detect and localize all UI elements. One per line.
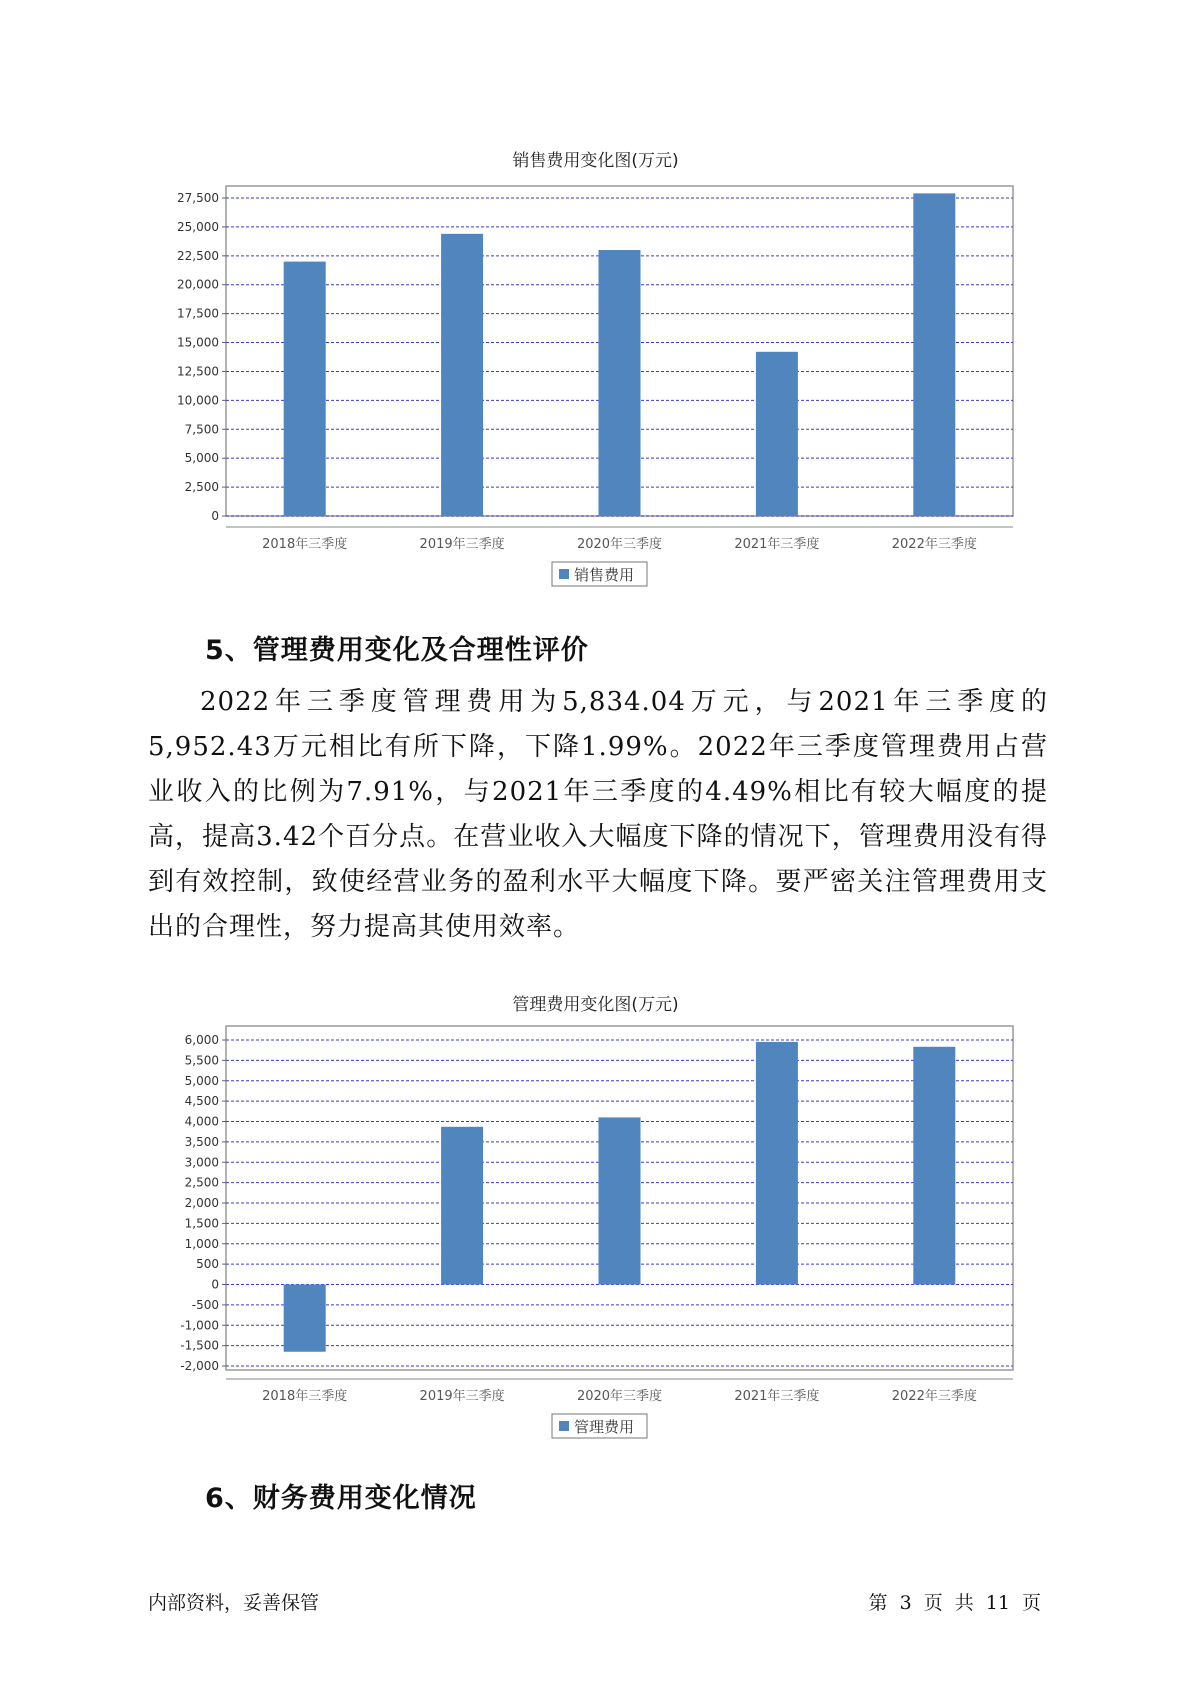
y-tick-label: 12,500 xyxy=(177,364,219,379)
bar xyxy=(284,262,326,516)
sales-expense-chart xyxy=(0,180,1191,600)
y-tick-label: -500 xyxy=(191,1297,219,1312)
y-tick-label: -1,000 xyxy=(180,1318,219,1333)
y-tick-label: -1,500 xyxy=(180,1338,219,1353)
y-tick-label: 2,500 xyxy=(184,480,219,495)
x-tick-label: 2018年三季度 xyxy=(262,537,348,552)
section5-heading: 5、管理费用变化及合理性评价 xyxy=(205,635,589,666)
x-tick-label: 2019年三季度 xyxy=(419,537,505,552)
x-tick-label: 2019年三季度 xyxy=(419,1389,505,1404)
bar xyxy=(599,1117,641,1284)
y-tick-label: 10,000 xyxy=(177,393,219,408)
y-tick-label: 3,000 xyxy=(184,1155,219,1170)
x-tick-label: 2021年三季度 xyxy=(734,1389,820,1404)
section6-heading: 6、财务费用变化情况 xyxy=(205,1483,477,1514)
y-tick-label: 20,000 xyxy=(177,277,219,292)
section5-paragraph: 2022年三季度管理费用为5,834.04万元，与2021年三季度的5,952.43万元相比有所下降，下降1.99%。2022年三季度管理费用占营业收入的比例为7.91%，与2021年三季度的4.49%相比有较大幅度的提高，提高3.42个百分点。在营业收入大幅度下降的情况下，管理费用没有得到有效控制，致使经营业务的盈利水平大幅度下降。要严密关注管理费用支出的合理性，努力提高其使用效率。 xyxy=(148,687,1048,942)
y-tick-label: 27,500 xyxy=(177,191,219,205)
chart2-title: 管理费用变化图(万元) xyxy=(512,995,679,1015)
bar xyxy=(441,234,483,516)
y-tick-label: 3,500 xyxy=(184,1134,219,1149)
chart1-title: 销售费用变化图(万元) xyxy=(512,151,679,171)
y-tick-label: 2,000 xyxy=(184,1196,219,1210)
y-tick-label: 17,500 xyxy=(177,306,219,321)
y-tick-label: 1,500 xyxy=(184,1216,219,1231)
x-tick-label: 2022年三季度 xyxy=(891,1389,977,1404)
x-tick-label: 2020年三季度 xyxy=(576,1389,663,1404)
bar xyxy=(913,193,955,516)
x-tick-label: 2020年三季度 xyxy=(576,537,663,552)
y-tick-label: 15,000 xyxy=(177,335,219,350)
footer-page-number: 第 3 页 共 11 页 xyxy=(868,1592,1041,1614)
y-tick-label: 7,500 xyxy=(184,422,219,437)
footer-confidential: 内部资料，妥善保管 xyxy=(148,1592,320,1614)
legend-swatch xyxy=(559,569,569,579)
bar xyxy=(441,1127,483,1285)
y-tick-label: 0 xyxy=(211,1277,219,1292)
y-tick-label: 5,000 xyxy=(184,1073,219,1088)
x-tick-label: 2018年三季度 xyxy=(262,1389,348,1404)
bar xyxy=(756,1042,798,1285)
bar xyxy=(599,250,641,516)
y-tick-label: 22,500 xyxy=(177,248,219,263)
y-tick-label: 25,000 xyxy=(177,219,219,234)
bar xyxy=(284,1285,326,1352)
y-tick-label: 0 xyxy=(211,509,219,523)
x-tick-label: 2021年三季度 xyxy=(734,537,820,552)
y-tick-label: 6,000 xyxy=(184,1033,219,1047)
x-tick-label: 2022年三季度 xyxy=(891,537,977,552)
bar xyxy=(756,352,798,516)
y-tick-label: 2,500 xyxy=(184,1175,219,1190)
y-tick-label: -2,000 xyxy=(180,1359,219,1373)
y-tick-label: 5,500 xyxy=(184,1053,219,1068)
y-tick-label: 500 xyxy=(196,1257,219,1272)
y-tick-label: 4,000 xyxy=(184,1114,219,1129)
legend-label: 销售费用 xyxy=(574,566,635,584)
legend-label: 管理费用 xyxy=(574,1418,635,1436)
y-tick-label: 1,000 xyxy=(184,1236,219,1251)
legend-swatch xyxy=(559,1421,569,1431)
admin-expense-chart xyxy=(0,1020,1191,1450)
y-tick-label: 4,500 xyxy=(184,1094,219,1109)
y-tick-label: 5,000 xyxy=(184,451,219,466)
bar xyxy=(913,1047,955,1285)
